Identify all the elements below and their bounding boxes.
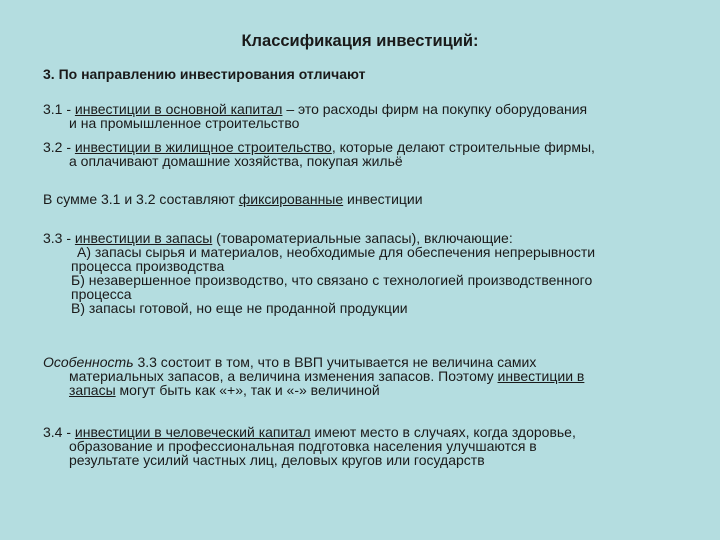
paragraph-3-2-line-2: а оплачивают домашние хозяйства, покупая жильё [69,153,403,169]
paragraph-feature-line-3 [43,383,693,397]
paragraph-3-4 [43,425,693,467]
paragraph-3-2 [43,140,693,168]
feature-text: могут быть как «+», так и «-» величиной [115,382,380,398]
paragraph-3-3 [43,231,693,315]
paragraph-3-2-line-1 [43,140,693,154]
item-number: 3.1 - [43,101,75,117]
term-inventory-investment: инвестиции в [497,368,585,384]
sub-item-a-cont: процесса производства [71,258,225,274]
paragraph-3-1-line-2: и на промышленное строительство [69,115,300,131]
definition-text: – это расходы фирм на покупку оборудования [282,101,588,117]
paragraph-feature-line-1 [43,355,693,369]
term-inventory-investment-cont: запасы [69,382,116,398]
definition-text: имеют место в случаях, когда здоровье, [310,424,576,440]
feature-text: материальных запасов, а величина изменения запасов. Поэтому [69,368,498,384]
paragraph-sum [43,192,693,206]
sum-text-end: инвестиции [343,191,423,207]
item-number: 3.3 - [43,230,75,246]
item-number: 3.4 - [43,424,75,440]
paragraph-3-3-line-1 [43,231,693,245]
paragraph-3-1-line-1 [43,102,693,116]
item-number: 3.2 - [43,139,75,155]
paragraph-3-1 [43,102,693,130]
definition-text: (товароматериальные запасы), включающие: [212,230,513,246]
term-fixed-capital: инвестиции в основной капитал [74,101,283,117]
feature-text: 3.3 состоит в том, что в ВВП учитывается не величина самих [133,354,537,370]
term-inventories: инвестиции в запасы [74,230,213,246]
paragraph-feature [43,355,693,397]
term-housing: инвестиции в жилищное строительство [74,139,332,155]
sub-item-a: А) запасы сырья и материалов, необходимые для обеспечения непрерывности [77,244,596,260]
paragraph-3-4-line-3: результате усилий частных лиц, деловых кругов или государств [69,452,485,468]
paragraph-feature-line-2 [43,369,693,383]
section-heading: 3. По направлению инвестирования отличают [43,66,366,82]
term-human-capital: инвестиции в человеческий капитал [74,424,311,440]
paragraph-3-4-line-1 [43,425,693,439]
term-fixed: фиксированные [238,191,344,207]
sub-item-b-cont: процесса [71,286,132,302]
sub-item-c: В) запасы готовой, но еще не проданной продукции [71,300,408,316]
sum-text: В сумме 3.1 и 3.2 составляют [43,191,239,207]
slide-title: Классификация инвестиций: [241,32,479,50]
term-feature: Особенность [43,354,134,370]
paragraph-3-4-line-2: образование и профессиональная подготовка населения улучшаются в [69,438,537,454]
sub-item-b: Б) незавершенное производство, что связано с технологией производственного [71,272,593,288]
definition-text: , которые делают строительные фирмы, [331,139,595,155]
